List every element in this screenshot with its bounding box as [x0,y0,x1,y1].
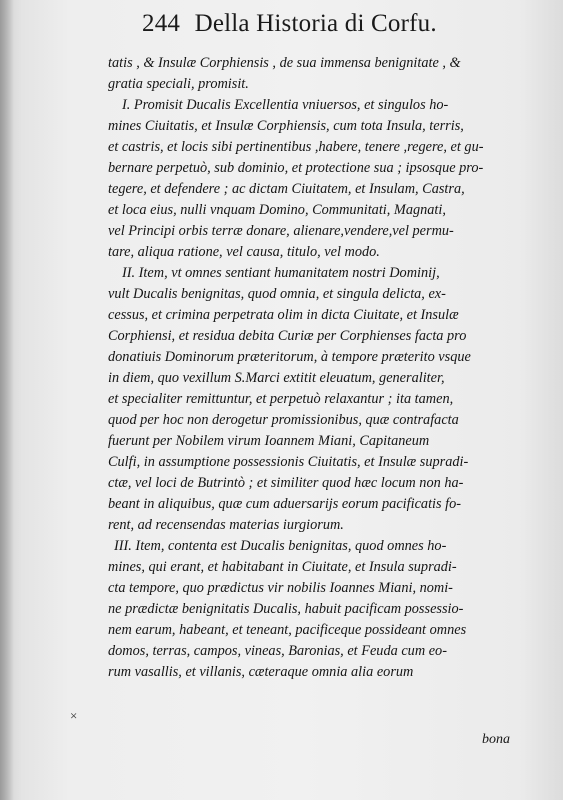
text-line: cta tempore, quo prædictus vir nobilis Ioannes Miani, nomi- [108,580,453,596]
gutter-shadow [0,0,14,800]
text-line: ne prædictæ benignitatis Ducalis, habuit pacificam possessio- [108,601,464,617]
text-line: nem earum, habeant, et teneant, pacificeque possideant omnes [108,622,467,638]
text-line: tare, aliqua ratione, vel causa, titulo, vel modo. [108,244,380,260]
text-line: donatiuis Dominorum præteritorum, à tempore præterito vsque [108,349,471,365]
text-line: quod per hoc non derogetur promissionibus, quæ contrafacta [108,412,459,428]
text-line: fuerunt per Nobilem virum Ioannem Miani, Capitaneum [108,433,430,449]
text-line: ctæ, vel loci de Butrintò ; et similiter quod hæc locum non ha- [108,475,464,491]
text-line: III. Item, contenta est Ducalis benignitas, quod omnes ho- [114,538,447,554]
text-line: II. Item, vt omnes sentiant humanitatem nostri Dominij, [122,265,440,281]
text-line: cessus, et crimina perpetrata olim in dicta Ciuitate, et Insulæ [108,307,459,323]
running-title: Della Historia di Corfu. [194,10,437,37]
text-line: Corphiensi, et residua debita Curiæ per Corphienses facta pro [108,328,467,344]
text-line: mines Ciuitatis, et Insulæ Corphiensis, cum tota Insula, terris, [108,118,464,134]
margin-mark: × [70,708,78,723]
catchword: bona [482,732,510,747]
text-line: domos, terras, campos, vineas, Baronias, et Feuda cum eo- [108,643,447,659]
text-line: in diem, quo vexillum S.Marci extitit eleuatum, generaliter, [108,370,445,386]
body-text [108,53,548,683]
page-number: 244 [142,10,181,37]
text-line: vult Ducalis benignitas, quod omnia, et singula delicta, ex- [108,286,446,302]
text-line: beant in aliquibus, quæ cum aduersarijs eorum pacificatis fo- [108,496,462,512]
text-line: Culfi, in assumptione possessionis Ciuitatis, et Insulæ supradi- [108,454,469,470]
page-header [142,10,437,38]
text-line: I. Promisit Ducalis Excellentia vniuersos, et singulos ho- [122,97,449,113]
text-line: et castris, et locis sibi pertinentibus ,habere, tenere ,regere, et gu- [108,139,484,155]
text-line: et loca eius, nulli vnquam Domino, Communitati, Magnati, [108,202,446,218]
text-line: et specialiter remittuntur, et perpetuò relaxantur ; ita tamen, [108,391,454,407]
text-line: tatis , & Insulæ Corphiensis , de sua immensa benignitate , & [108,55,461,71]
text-line: rent, ad recensendas materias iurgiorum. [108,517,344,533]
text-line: rum vasallis, et villanis, cæteraque omnia alia eorum [108,664,414,680]
text-line: mines, qui erant, et habitabant in Ciuitate, et Insula supradi- [108,559,457,575]
text-line: gratia speciali, promisit. [108,76,249,92]
text-line: bernare perpetuò, sub dominio, et protectione sua ; ipsosque pro- [108,160,484,176]
text-line: tegere, et defendere ; ac dictam Ciuitatem, et Insulam, Castra, [108,181,465,197]
text-line: vel Principi orbis terræ donare, alienare,vendere,vel permu- [108,223,454,239]
